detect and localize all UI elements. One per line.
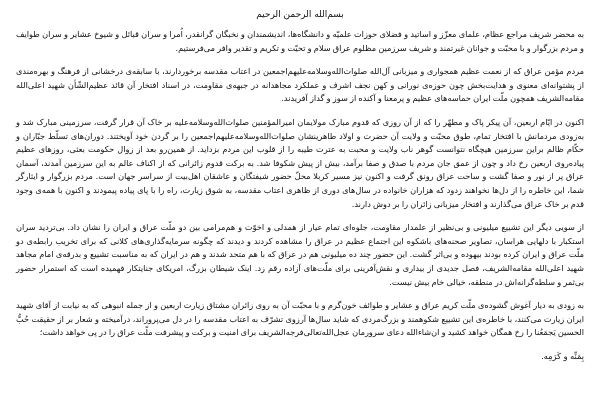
closing-phrase: بِمَنِّه و کَرَمِه. bbox=[541, 350, 584, 361]
paragraph-salutation: به محضر شریف مراجع عظام، علمای معزّز و اساتید و فضلای حوزات علمیّه و دانشگاه‌ها، اندیشمندان و نخبگان گرانقدر، اُمرا و سران قبائل و شیوخ عشایر و سران طوایف و مردم بزرگوار و با محبّت و جوانان غیرتمند و شریف سرزمین مظلوم عراق سلام و تحیّت و تکریم و تقدیر وافر می‌فرستیم. bbox=[16, 29, 584, 53]
document-title: بسم‌الله الرحمن الرحیم bbox=[256, 10, 344, 20]
paragraph-funeral-unity: از سویی دیگر این تشییع میلیونی و بی‌نظیر از علمدار مقاومت، جلوه‌ای تمام عیار از همدلی و اخوّت و هم‌مرامی بین دو ملّت عراق و ایران را نشان داد. بی‌تردید سران استکبار با دلهایی هراسان، تصاویر صحنه‌های باشکوه این اجتماع عظیم در عراق را مشاهده کردند و دیدند که چگونه سرمایه‌گذاری‌های کلانی که برای تخریب رابطه‌ی دو ملّت عراق و ایران کرده بودند بیهوده و بی‌اثر گشت. این حضور چند ده میلیونی هم در عراق که با هم متحد شدند و هم در ایران که به مناسبت تشییع و بدرقه‌ی امام مجاهد شهید اعلی‌الله مقامه‌الشریف، فصل جدیدی از بیداری و نقش‌آفرینی برای ملّت‌های آزاده رقم زد. اینک شیطان بزرگ، امریکای جنایتکار فهمیده است که استمرار حضور بی‌ثمر و سلطه‌گرانه‌اش در منطقه، خیالی خام بیش نیست. bbox=[16, 222, 584, 287]
paragraph-iraqi-people: مردم مؤمن عراق که از نعمت عظیم همجواری و میزبانی آل‌الله صلوات‌الله‌وسلامه‌علیهم‌اجمعین در اعتاب مقدسه برخوردارند، با سابقه‌ی درخشانی از فرهنگ و بهره‌مندی از پشتوانه‌ای معنوی و هدایت‌بخش چون حوزه‌ی نورانی و کهن نجف اشرف و عملکرد مجاهدانه در جبهه‌ی مقاومت، در اسناد افتخار آن قائد عظیم‌الشّأن شهید اعلی‌الله مقامه‌الشریف همچون ملّت ایران حماسه‌های عظیم و پرمعنا و آکنده از سوز و گداز آفریدند. bbox=[16, 66, 584, 104]
paragraph-pilgrims: به زودی به دیار آغوش گشوده‌ی ملّت کریم عراق و عشایر و طوائف خون‌گرم و با محبّت آن به روی زائران مشتاق زیارت اربعین و از جمله انبوهی که به نیابت از آقای شهید ایران زیارت می‌کنند، با خاطره‌ی این تشییع شکوهمند و بزرگ‌مردی که شاید سال‌ها آرزوی تشرّف به اعتاب مقدسه را در دل می‌پروراند، درآمیخته و شعار بر از حقیقت حُبُّ الحسین یَجمَعُنا را رخ همگان خواهد کشید و ان‌شاءالله دعای سرورمان عجل‌الله‌تعالی‌فرجه‌الشریف برای امنیت و برکت و پیشرفت ملّت عراق را در پی خواهد داشت؛ bbox=[16, 300, 584, 338]
paragraph-arbaeen: اکنون در ایّام اربعین، آن پیکر پاک و مطهّر را که از آن روزی که قدوم مبارک مولایمان امیرالمؤمنین صلوات‌الله‌وسلامه‌علیه بر خاک آن قرار گرفت، سرزمینی مبارک شد و به‌زودی مردمانش با افتخار تمام، طوق محبّت و ولایت آن حضرت و اولاد طاهرینشان صلوات‌الله‌وسلامه‌علیهم‌اجمعین را بر گردن خود آویختند. دوران‌های تسلّط جبّاران و حکّام ظالم براین سرزمین هیچگاه نتوانست گوهر ناب ولایت و محبت به عترت طیبه را از قلوب این مردم بزداید. از همین‌رو بعد از زوال حکومت بعثی، روزهای عظیم پیاده‌روی اربعین رخ داد و چون از عمق جان مردم با صدق و صفا برآمد، بیش از پیش شکوفا شد. به برکت قدوم زائرانی که از اکناف عالم به این سرزمین آمدند، آسمان عراق پر از نور و صفا گشت و ساحت عراق رونق گرفت و اکنون نیز مسیر کربلا محلّ حضور شیفتگان و عاشقان اهل‌بیت از سراسر جهان است. مردم بزرگوار و ایثارگر شما، این خاطره را از دل‌ها نخواهند زدود که هزاران خانواده در سال‌های دوری از ظاهری اعتاب مقدسه، به شوق زیارت، راه را با پای پیاده پیمودند و اکنون با همه‌ی وجود قدم بر خاک عراق می‌گذارند و افتخار میزبانی زائران را بر دوش دارند. bbox=[16, 116, 584, 209]
